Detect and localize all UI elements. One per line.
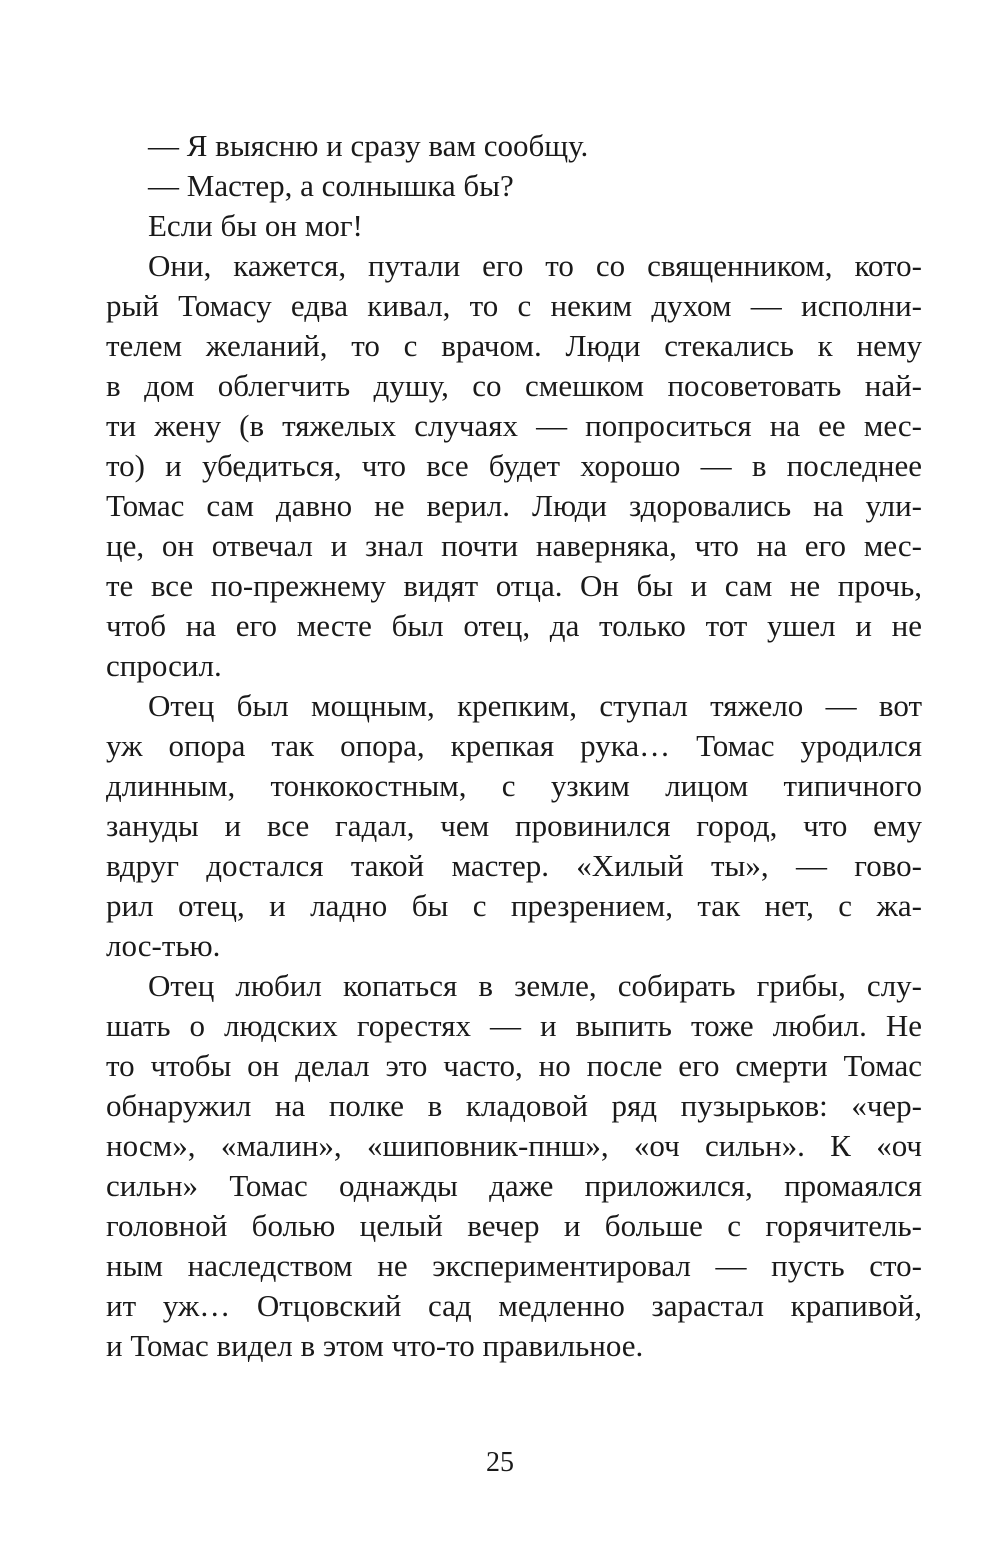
- text-line: Они, кажется, путали его то со священником, кото-: [148, 248, 922, 283]
- text-line: те все по-прежнему видят отца. Он бы и сам не прочь,: [106, 568, 922, 603]
- text-line: це, он отвечал и знал почти наверняка, что на его мес-: [106, 528, 922, 563]
- text-line: обнаружил на полке в кладовой ряд пузырьков: «чер-: [106, 1088, 922, 1123]
- text-line: — Я выясню и сразу вам сообщу.: [148, 128, 589, 163]
- text-line: вдруг достался такой мастер. «Хилый ты», — гово-: [106, 848, 922, 883]
- text-line: то) и убедиться, что все будет хорошо — в последнее: [106, 448, 922, 483]
- text-line: сильн» Томас однажды даже приложился, промаялся: [106, 1168, 922, 1203]
- text-line: носм», «малин», «шиповник-пнш», «оч сильн». К «оч: [106, 1128, 922, 1163]
- text-line: чтоб на его месте был отец, да только тот ушел и не: [106, 608, 922, 643]
- text-line: Если бы он мог!: [148, 208, 363, 243]
- text-line: Отец любил копаться в земле, собирать грибы, слу-: [148, 968, 922, 1003]
- text-line: телем желаний, то с врачом. Люди стекались к нему: [106, 328, 922, 363]
- text-line: ит уж… Отцовский сад медленно зарастал крапивой,: [106, 1288, 922, 1323]
- text-line: Отец был мощным, крепким, ступал тяжело — вот: [148, 688, 922, 723]
- page-number: 25: [486, 1447, 514, 1478]
- text-line: длинным, тонкокостным, с узким лицом типичного: [106, 768, 922, 803]
- text-line: шать о людских горестях — и выпить тоже любил. Не: [106, 1008, 922, 1043]
- text-line: ным наследством не экспериментировал — пусть сто-: [106, 1248, 922, 1283]
- text-line: рил отец, и ладно бы с презрением, так нет, с жа-: [106, 888, 922, 923]
- text-line: в дом облегчить душу, со смешком посоветовать най-: [106, 368, 922, 403]
- text-line: — Мастер, а солнышка бы?: [148, 168, 514, 203]
- text-line: спросил.: [106, 648, 222, 683]
- text-line: лос-тью.: [106, 928, 221, 963]
- text-line: и Томас видел в этом что-то правильное.: [106, 1328, 644, 1363]
- text-line: то чтобы он делал это часто, но после его смерти Томас: [106, 1048, 922, 1083]
- text-line: ти жену (в тяжелых случаях — попроситься на ее мес-: [106, 408, 922, 443]
- text-line: Томас сам давно не верил. Люди здоровались на ули-: [106, 488, 922, 523]
- text-line: зануды и все гадал, чем провинился город, что ему: [106, 808, 922, 843]
- text-line: уж опора так опора, крепкая рука… Томас уродился: [106, 728, 922, 763]
- text-line: рый Томасу едва кивал, то с неким духом — исполни-: [106, 288, 922, 323]
- text-line: головной болью целый вечер и больше с горячитель-: [106, 1208, 922, 1243]
- body-text: [106, 126, 922, 1366]
